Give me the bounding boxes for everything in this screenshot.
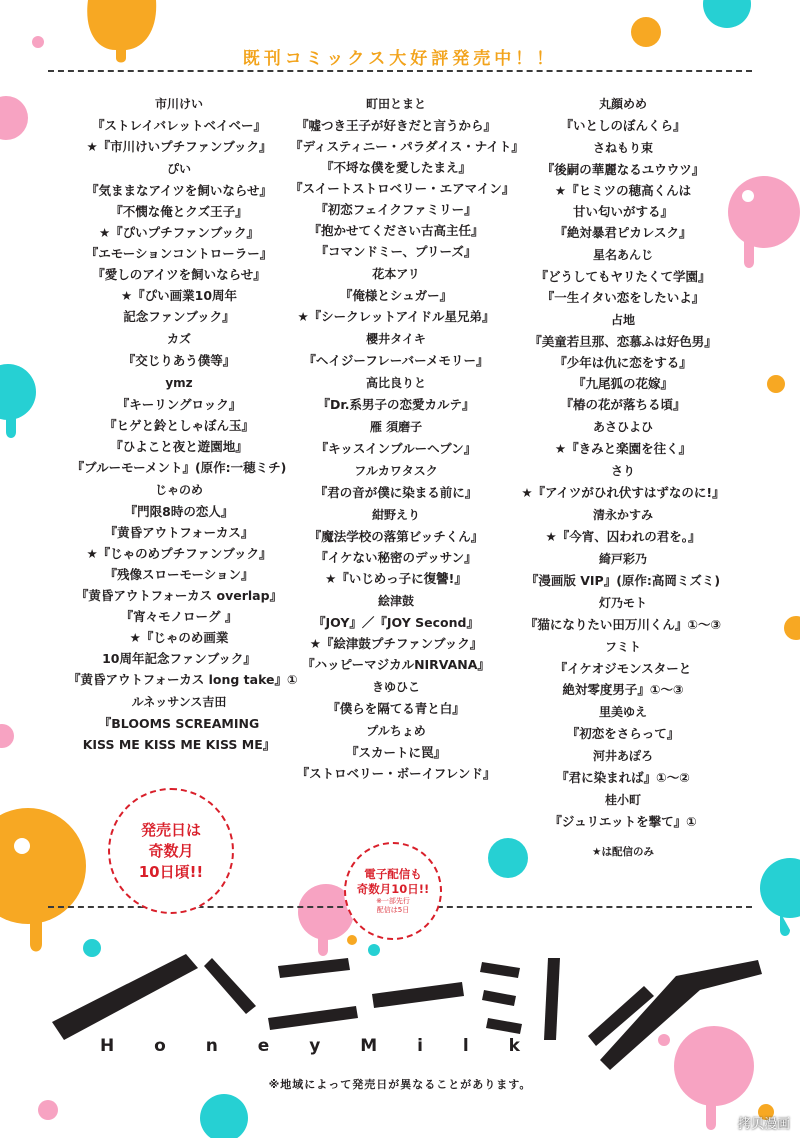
book-title: 『ヘイジーフレーバーメモリー』	[303, 353, 489, 368]
badge-line: 奇数月10日!!	[356, 882, 430, 896]
author-name: 町田とまと	[365, 97, 426, 111]
author-name: 花本アリ	[372, 267, 420, 281]
logo-letter: o	[154, 1036, 166, 1056]
author-name: 里美ゆえ	[598, 705, 647, 719]
book-title: 『Dr.系男子の恋愛カルテ』	[317, 397, 475, 412]
book-title: 『僕らを隔てる青と白』	[327, 701, 465, 716]
book-title: 『初恋をさらって』	[566, 726, 680, 741]
book-title: ★『じゃのめ画業	[129, 630, 229, 645]
author-name: 河井あぽろ	[592, 749, 653, 763]
logo-letter: i	[417, 1036, 423, 1056]
book-title: 『キッスインブルーヘブン』	[315, 441, 477, 456]
logo-stroke	[278, 958, 350, 978]
book-title: 『どうしてもヤリたくて学園』	[535, 269, 711, 284]
book-title: 10周年記念ファンブック』	[102, 651, 256, 666]
book-title: 『いとしのぼんくら』	[560, 118, 686, 133]
book-title: 『後嗣の華麗なるユウウツ』	[541, 162, 705, 177]
book-title: ★『市川けいプチファンブック』	[86, 139, 272, 154]
book-title: 『スイートストロベリー・エアマイン』	[290, 181, 515, 196]
author-name: 綺戸彩乃	[598, 552, 647, 566]
book-title: ★『ぴいプチファンブック』	[98, 225, 260, 240]
author-name: 清永かすみ	[592, 508, 653, 522]
author-name: ymz	[165, 376, 193, 390]
book-title: 『不埒な僕を愛したまえ』	[320, 160, 471, 175]
book-title: ★『シークレットアイドル星兄弟』	[297, 309, 495, 324]
book-title: 『残像スローモーション』	[104, 567, 254, 582]
book-title: 『宵々モノローグ 』	[120, 609, 238, 624]
book-title: 『黄昏アウトフォーカス overlap』	[75, 588, 283, 603]
book-title: 『君の音が僕に染まる前に』	[314, 485, 478, 500]
author-name: 灯乃モト	[598, 596, 647, 610]
book-title: 『九尾狐の花嫁』	[572, 376, 673, 391]
author-name: 市川けい	[154, 97, 203, 111]
author-name: 櫻井タイキ	[366, 332, 426, 346]
book-title: 『愛しのアイツを飼いならせ』	[92, 267, 266, 282]
logo-stroke	[204, 958, 256, 1014]
logo-letter: y	[309, 1036, 321, 1056]
book-title: 『ストロベリー・ボーイフレンド』	[296, 766, 496, 781]
book-title: 『俺様とシュガー』	[339, 288, 453, 303]
logo-letter: M	[360, 1036, 378, 1056]
book-title: ★『じゃのめプチファンブック』	[86, 546, 272, 561]
logo-stroke	[544, 958, 560, 1040]
badge-line: 奇数月	[148, 841, 194, 860]
author-name: さねもり束	[592, 141, 653, 155]
logo-letter: H	[100, 1036, 115, 1056]
author-name: 星名あんじ	[592, 248, 653, 262]
book-title: 『ストレイバレットベイベー』	[91, 118, 266, 133]
badge-line: 電子配信も	[364, 867, 422, 881]
book-title: 『少年は仇に恋をする』	[554, 355, 692, 370]
book-title: 『不憫な俺とクズ王子』	[110, 204, 248, 219]
logo-stroke	[372, 982, 464, 1008]
book-title: ★『ぴい画業10周年	[120, 288, 238, 303]
header-title: 既刊コミックス大好評発売中！！	[242, 49, 558, 69]
author-name: 高比良りと	[365, 376, 426, 390]
book-title: 『抱かせてください古高主任』	[308, 223, 484, 238]
book-title: 『コマンドミー、プリーズ』	[315, 244, 477, 259]
author-name: ぴい	[166, 162, 191, 176]
author-name: 雁 須磨子	[369, 420, 423, 434]
book-title: 『黄昏アウトフォーカス』	[104, 525, 254, 540]
book-title: ★『ヒミツの穂高くんは	[554, 183, 692, 198]
watermark: 拷贝漫画	[737, 1117, 790, 1132]
logo-letter: k	[508, 1036, 520, 1056]
logo-stroke	[480, 962, 520, 978]
book-title: 『キーリングロック』	[116, 397, 242, 412]
author-name: ルネッサンス吉田	[131, 695, 227, 709]
badge-line: 発売日は	[140, 820, 201, 839]
badge-small-line: ※一部先行	[376, 897, 410, 905]
book-title: 『ヒゲと鈴としゃぼん玉』	[103, 418, 254, 433]
book-title: 記念ファンブック』	[123, 309, 235, 324]
book-title: 『気ままなアイツを飼いならせ』	[85, 183, 272, 198]
book-title: ★『アイツがひれ伏すはずなのに!』	[521, 485, 725, 500]
book-title: 『BLOOMS SCREAMING	[98, 716, 260, 731]
book-title: 『一生イタい恋をしたいよ』	[541, 290, 705, 305]
logo-letter: n	[205, 1036, 218, 1056]
book-title: ★『今宵、囚われの君を。』	[545, 529, 701, 544]
book-title: 『黄昏アウトフォーカス long take』①	[68, 672, 298, 687]
author-name: プルちょめ	[366, 724, 426, 738]
logo-letter: e	[257, 1036, 270, 1056]
book-title: 『漫画版 VIP』(原作:高岡ミズミ)	[525, 573, 721, 588]
book-title: 『初恋フェイクファミリー』	[315, 202, 477, 217]
author-name: フルカワタスク	[354, 464, 438, 478]
author-name: きゆひこ	[371, 680, 420, 694]
author-name: 紺野えり	[371, 508, 420, 522]
badge-line: 10日頃!!	[138, 862, 204, 881]
logo-stroke	[52, 954, 198, 1040]
book-title: 『スカートに罠』	[345, 745, 446, 760]
author-name: 丸顔めめ	[598, 97, 647, 111]
footnote: ※地域によって発売日が異なることがあります。	[268, 1078, 532, 1091]
book-title: 『魔法学校の落第ビッチくん』	[308, 529, 484, 544]
author-name: じゃのめ	[154, 483, 203, 497]
author-name: 桂小町	[604, 793, 641, 807]
book-title: 『イケオジモンスターと	[554, 661, 692, 676]
book-title: 『ブルーモーメント』(原作:一穂ミチ)	[71, 460, 287, 475]
logo-stroke	[486, 1018, 522, 1034]
logo-letter: l	[462, 1036, 469, 1056]
book-title: 『猫になりたい田万川くん』①～③	[524, 617, 722, 632]
book-title: 『君に染まれば』①～②	[556, 770, 690, 785]
author-name: あさひよひ	[592, 420, 653, 434]
book-title: KISS ME KISS ME KISS ME』	[82, 737, 276, 752]
delivery-note: ★は配信のみ	[592, 846, 654, 858]
book-title: 『椿の花が落ちる頃』	[560, 397, 686, 412]
book-title: 『イケない秘密のデッサン』	[315, 550, 477, 565]
badge-small-line: 配信は5日	[376, 906, 410, 914]
book-title: 甘い匂いがする』	[572, 204, 673, 219]
book-title: 『交じりあう僕等』	[122, 353, 236, 368]
author-name: 占地	[610, 313, 635, 327]
logo-stroke	[268, 1006, 358, 1030]
book-title: 『門限8時の恋人』	[124, 504, 234, 519]
logo-stroke	[482, 990, 516, 1006]
author-name: さり	[610, 464, 635, 478]
book-title: 『嘘つき王子が好きだと言うから』	[295, 118, 496, 133]
logo-latin-text	[100, 1036, 520, 1056]
book-title: 『ディスティニー・パラダイス・ナイト』	[290, 139, 524, 154]
book-title: 『エモーションコントローラー』	[85, 246, 273, 261]
book-title: ★『いじめっ子に復讐!』	[325, 571, 467, 586]
author-name: フミト	[604, 640, 641, 654]
book-title: 『ハッピーマジカルNIRVANA』	[302, 657, 490, 672]
book-title: 『絶対暴君ピカレスク』	[554, 225, 692, 240]
book-title: ★『きみと楽園を往く』	[554, 441, 692, 456]
book-title: 『JOY』／『JOY Second』	[313, 615, 479, 630]
book-title: 『美童若旦那、恋慕ふは好色男』	[529, 334, 717, 349]
book-title: 『ジュリエットを撃て』①	[549, 814, 697, 829]
book-title: 『ひよこと夜と遊園地』	[110, 439, 248, 454]
book-title: 絶対零度男子』①～③	[562, 682, 684, 697]
author-name: 絵津鼓	[377, 594, 414, 608]
book-title: ★『絵津鼓プチファンブック』	[309, 636, 483, 651]
author-name: カズ	[166, 332, 191, 346]
